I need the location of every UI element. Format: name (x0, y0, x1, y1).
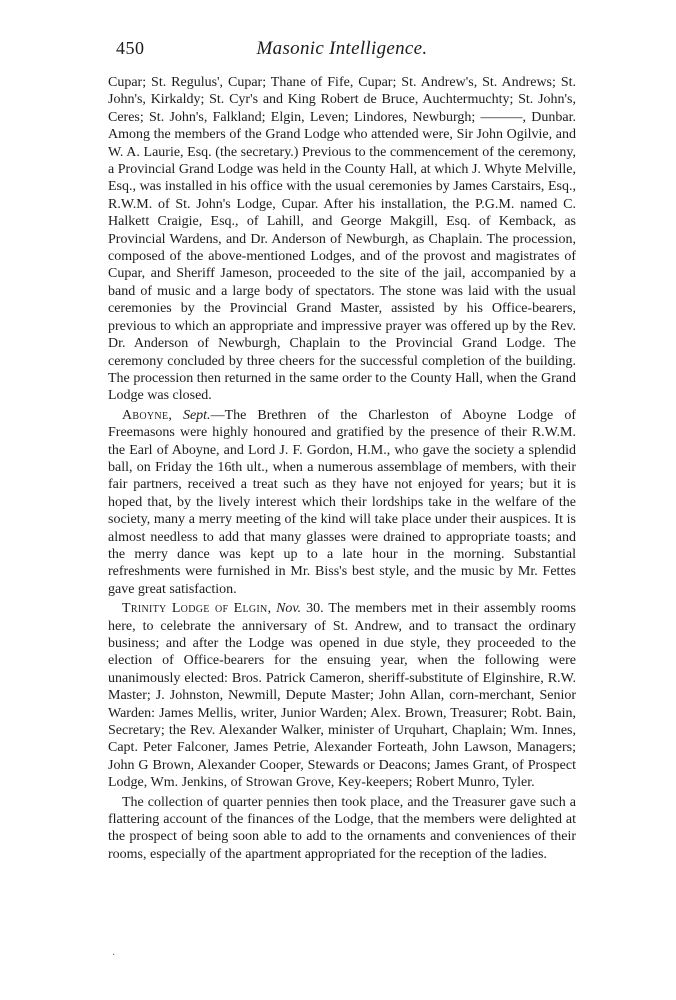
paragraph-aboyne: Aboyne, Sept.—The Brethren of the Charleston of Aboyne Lodge of Freemasons were highly honoured and gratified by the presence of their R.W.M. the Earl of Aboyne, and Lord J. F. Gordon, H.M., who gave the society a splendid ball, on Friday the 16th ult., when a numerous assemblage of members, with their fair partners, received a treat such as they have not enjoyed for years; but it is hoped that, by the lively interest which their lordships take in the welfare of the society, many a merry meeting of the kind will take place under their auspices. It is almost needless to add that many glasses were drained to appropriate toasts; and the merry dance was kept up to a late hour in the morning. Substantial refreshments were furnished in Mr. Biss's best style, and the music by Mr. Fettes gave great satisfaction. (108, 407, 577, 597)
section-lead-aboyne: Aboyne (122, 407, 169, 423)
paragraph-quarter-pennies (108, 794, 576, 864)
paragraph-text: 30. The members met in their assembly rooms here, to celebrate the anniversary of St. Andrew, and to transact the ordinary business; and after the Lodge was opened in due style, they proceeded to the election of Office-bearers for the ensuing year, when the following were unanimously elected: Bros. Patrick Cameron, sheriff-substitute of Elginshire, R.W. Master; J. Johnston, Newmill, Depute Master; John Allan, corn-merchant, Senior Warden: James Mellis, writer, Junior Warden; Alex. Brown, Treasurer; Robt. Bain, Secretary; the Rev. Alexander Walker, minister of Urquhart, Chaplain; Wm. Innes, Capt. Peter Falconer, James Petrie, Alexander Forteath, John Lawson, Managers; John G Brown, Alexander Cooper, Stewards or Deacons; James Grant, of Prospect Lodge, Wm. Jenkins, of Strowan Grove, Key-keepers; Robert Munro, Tyler. (108, 601, 577, 791)
page-number: 450 (116, 38, 145, 58)
running-title: Masonic Intelligence. (256, 38, 428, 59)
paragraph-text: —The Brethren of the Charleston of Aboyne Lodge of Freemasons were highly honoured and gratified by the presence of their R.W.M. the Earl of Aboyne, and Lord J. F. Gordon, H.M., who gave the society a splendid ball, on Friday the 16th ult., when a numerous assemblage of members, with their fair partners, received a treat such as they have not enjoyed for years; but it is hoped that, by the lively interest which their lordships take in the welfare of the society, many a merry meeting of the kind will take place under their auspices. It is almost needless to add that many glasses were drained to appropriate toasts; and the merry dance was kept up to a late hour in the morning. Substantial refreshments were furnished in Mr. Biss's best style, and the music by Mr. Fettes gave great satisfaction. (108, 407, 577, 597)
paragraph-cupar-continued (108, 74, 576, 405)
section-lead-trinity-lodge: Trinity Lodge of Elgin (122, 601, 268, 617)
dateline-aboyne: Sept. (182, 407, 211, 423)
page-header (108, 38, 576, 70)
article-body (108, 74, 576, 863)
paragraph-text: The collection of quarter pennies then took place, and the Treasurer gave such a flattering account of the finances of the Lodge, that the members were delighted at the prospect of being soon able to add to the ornaments and conveniences of their rooms, especially of the apartment appropriated for the reception of the ladies. (108, 794, 576, 862)
paragraph-text: Cupar; St. Regulus', Cupar; Thane of Fife, Cupar; St. Andrew's, St. Andrews; St. John's, Kirkaldy; St. Cyr's and King Robert de Bruce, Auchtermuchty; St. John's, Ceres; St. John's, Falkland; Elgin, Leven; Lindores, Newburgh; ———, Dunbar. Among the members of the Grand Lodge who attended were, Sir John Ogilvie, and W. A. Laurie, Esq. (the secretary.) Previous to the commencement of the ceremony, a Provincial Grand Lodge was held in the County Hall, at which J. Whyte Melville, Esq., was installed in his office with the usual ceremonies by James Carstairs, Esq., R.W.M. of St. John's Lodge, Cupar. After his installation, the P.G.M. named C. Halkett Craigie, Esq., of Lahill, and George Makgill, Esq. of Kemback, as Provincial Wardens, and Dr. Anderson of Newburgh, as Chaplain. The procession, composed of the above-mentioned Lodges, and of the provost and magistrates of Cupar, and Sheriff Jameson, proceeded to the site of the jail, accompanied by a band of music and a large body of spectators. The stone was laid with the usual ceremonies by the Provincial Grand Master, assisted by his Office-bearers, previous to which an appropriate and impressive prayer was offered up by the Rev. Dr. Anderson of Newburgh, Chaplain to the Provincial Grand Lodge. The ceremony concluded by three cheers for the successful completion of the building. The procession then returned in the same order to the County Hall, when the Grand Lodge was closed. (108, 75, 576, 404)
stray-ink-mark: · (112, 950, 116, 961)
dateline-trinity-lodge: Nov. (276, 601, 302, 617)
paragraph-trinity-lodge: Trinity Lodge of Elgin, Nov. 30. The members met in their assembly rooms here, to celebrate the anniversary of St. Andrew, and to transact the ordinary business; and after the Lodge was opened in due style, they proceeded to the election of Office-bearers for the ensuing year, when the following were unanimously elected: Bros. Patrick Cameron, sheriff-substitute of Elginshire, R.W. Master; J. Johnston, Newmill, Depute Master; John Allan, corn-merchant, Senior Warden: James Mellis, writer, Junior Warden; Alex. Brown, Treasurer; Robt. Bain, Secretary; the Rev. Alexander Walker, minister of Urquhart, Chaplain; Wm. Innes, Capt. Peter Falconer, James Petrie, Alexander Forteath, John Lawson, Managers; John G Brown, Alexander Cooper, Stewards or Deacons; James Grant, of Prospect Lodge, Wm. Jenkins, of Strowan Grove, Key-keepers; Robert Munro, Tyler. (108, 601, 577, 791)
